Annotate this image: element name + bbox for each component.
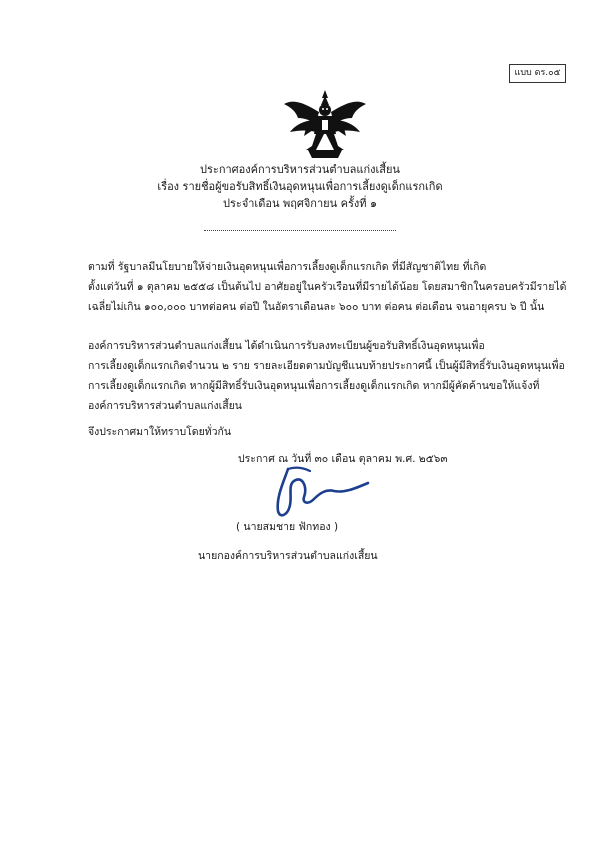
paragraph-line: องค์การบริหารส่วนตำบลแก่งเสี้ยน ได้ดำเนินการรับลงทะเบียนผู้ขอรับสิทธิ์เงินอุดหนุนเพื่อ xyxy=(88,340,485,352)
announcement-date: ประกาศ ณ วันที่ ๓๐ เดือน ตุลาคม พ.ศ. ๒๕๖๓ xyxy=(238,453,448,465)
form-code-box: แบบ ดร.๐๕ xyxy=(509,64,566,83)
announcement-heading: ประกาศองค์การบริหารส่วนตำบลแก่งเสี้ยน xyxy=(200,163,400,176)
paragraph-line: เฉลี่ยไม่เกิน ๑๐๐,๐๐๐ บาทต่อคน ต่อปี ในอัตราเดือนละ ๖๐๐ บาท ต่อคน ต่อเดือน จนอายุครบ ๖ ปี นั้น xyxy=(88,301,545,313)
handwritten-signature xyxy=(258,461,378,523)
paragraph-line: จึงประกาศมาให้ทราบโดยทั่วกัน xyxy=(88,426,232,438)
signer-title: นายกองค์การบริหารส่วนตำบลแก่งเสี้ยน xyxy=(198,550,378,562)
paragraph-line: องค์การบริหารส่วนตำบลแก่งเสี้ยน xyxy=(88,400,242,412)
dotted-divider xyxy=(204,230,396,231)
signer-name: ( นายสมชาย ฟักทอง ) xyxy=(236,521,339,533)
announcement-period: ประจำเดือน พฤศจิกายน ครั้งที่ ๑ xyxy=(223,197,377,210)
paragraph-line: การเลี้ยงดูเด็กแรกเกิด หากผู้มีสิทธิ์รับเงินอุดหนุนเพื่อการเลี้ยงดูเด็กแรกเกิด หากมีผู้คัดค้านขอให้แจ้งที่ xyxy=(88,380,540,392)
paragraph-closing xyxy=(88,422,568,442)
paragraph-registration xyxy=(88,336,568,416)
paragraph-line: การเลี้ยงดูเด็กแรกเกิดจำนวน ๒ ราย รายละเอียดตามบัญชีแนบท้ายประกาศนี้ เป็นผู้มีสิทธิ์รับเงินอุดหนุนเพื่อ xyxy=(88,360,565,372)
paragraph-policy xyxy=(88,257,568,317)
garuda-emblem xyxy=(282,88,368,160)
announcement-subject: เรื่อง รายชื่อผู้ขอรับสิทธิ์เงินอุดหนุนเพื่อการเลี้ยงดูเด็กแรกเกิด xyxy=(157,180,443,193)
paragraph-line: ตามที่ รัฐบาลมีนโยบายให้จ่ายเงินอุดหนุนเพื่อการเลี้ยงดูเด็กแรกเกิด ที่มีสัญชาติไทย ที่เกิด xyxy=(88,261,487,273)
paragraph-line: ตั้งแต่วันที่ ๑ ตุลาคม ๒๕๕๘ เป็นต้นไป อาศัยอยู่ในครัวเรือนที่มีรายได้น้อย โดยสมาชิกในครอบครัวมีรายได้ xyxy=(88,281,567,293)
